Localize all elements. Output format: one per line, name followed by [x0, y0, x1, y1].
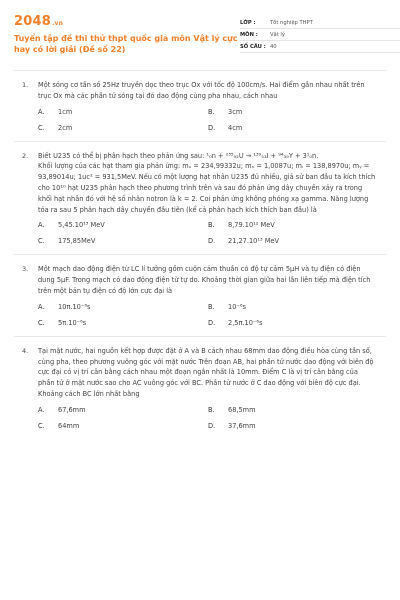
option-a[interactable] — [38, 303, 208, 311]
option-text: 5,45.10¹³ MeV — [58, 221, 105, 230]
option-text: 21,27.10¹³ MeV — [228, 237, 280, 246]
option-letter: B. — [208, 221, 215, 230]
option-text: 10π.10⁻⁶s — [58, 302, 91, 311]
question-1 — [14, 70, 386, 141]
meta-row-grade — [240, 17, 400, 29]
option-letter: C. — [38, 318, 45, 327]
question-number: 4. — [22, 346, 29, 355]
option-a[interactable] — [38, 406, 208, 414]
option-b[interactable] — [208, 108, 378, 116]
option-letter: A. — [38, 221, 45, 230]
option-b[interactable] — [208, 406, 378, 414]
option-text: 37,6mm — [228, 421, 256, 430]
option-a[interactable] — [38, 221, 208, 229]
option-text: 10⁻⁶s — [228, 302, 246, 311]
meta-row-count — [240, 41, 400, 53]
question-3 — [14, 254, 386, 335]
question-body: Khối lượng của các hạt tham gia phản ứng: mᵤ = 234,99332u; mₙ = 1,0087u; mᵢ = 138,8970u; mᵧ = 93,89014u; 1uc² = 931,5MeV. Nếu có một lượng hạt nhân U235 đủ nhiều, giả sử ban đầu ta kích thích cho 10¹⁰ hạt U235 phân hạch theo phương trình trên và sau đó phản ứng dây chuyền xảy ra trong khối hạt nhân đó với hệ số nhân notron là k = 2. Coi phản ứng không phóng xạ gamma. Năng lượng tỏa ra sau 5 phân hạch dây chuyền đầu tiên (kể cả phân hạch kích thích ban đầu) là — [38, 162, 376, 214]
meta-label: MÔN : — [240, 31, 258, 38]
option-d[interactable] — [208, 319, 378, 327]
option-letter: C. — [38, 237, 45, 246]
answer-options — [38, 303, 376, 336]
option-text: 64mm — [58, 421, 80, 430]
question-text: Tại mặt nước, hai nguồn kết hợp được đặt ở A và B cách nhau 68mm dao động điều hòa cùng tần số, cùng pha, theo phương vuông góc với mặt nước Trên đoạn AB, hai phần tử nước dao động với biên độ cực đại có vị trí cân bằng cách nhau một đoạn ngắn nhất là 10mm. Điểm C là vị trí cân bằng của phần tử ở mặt nước sao cho AC vuông góc với BC. Phần tử nước ở C dao động với biên độ cực đại. Khoảng cách BC lớn nhất bằng — [38, 346, 374, 398]
meta-value: Tốt nghiệp THPT — [270, 19, 313, 26]
question-number: 3. — [22, 265, 29, 274]
question-text: Một mạch dao động điện từ LC lí tưởng gồm cuộn cảm thuần có độ tự cảm 5μH và tụ điện có điện dung 5μF. Trong mạch có dao động điện từ tự do. Khoảng thời gian giữa hai lần liên tiếp mà điện tích trên một bản tụ điện có độ lớn cực đại là — [38, 265, 371, 295]
option-text: 1cm — [58, 107, 73, 116]
option-letter: A. — [38, 405, 45, 414]
option-c[interactable] — [38, 237, 208, 245]
option-c[interactable] — [38, 422, 208, 430]
question-number: 2. — [22, 151, 29, 160]
question-text — [38, 151, 376, 216]
option-text: 5π.10⁻⁶s — [58, 318, 87, 327]
logo-suffix: .vn — [51, 20, 64, 27]
exam-meta — [240, 17, 400, 53]
meta-value: 40 — [270, 43, 277, 50]
option-letter: C. — [38, 421, 45, 430]
question-number: 1. — [22, 81, 29, 89]
document-title: Tuyển tập đề thi thử thpt quốc gia môn Vật lý cực hay có lời giải (Đề số 22) — [14, 34, 238, 54]
option-text: 2,5π.10⁻⁶s — [228, 318, 263, 327]
option-b[interactable] — [208, 221, 378, 229]
document-header — [14, 14, 386, 70]
option-b[interactable] — [208, 303, 378, 311]
answer-options — [38, 108, 376, 141]
option-text: 8,79.10¹² MeV — [228, 221, 275, 230]
option-letter: B. — [208, 107, 215, 116]
meta-label: SỐ CÂU : — [240, 43, 266, 50]
question-2 — [14, 141, 386, 255]
option-text: 4cm — [228, 123, 243, 132]
option-letter: B. — [208, 302, 215, 311]
reaction-equation: Biết U235 có thể bị phân hạch theo phản ứng sau: ¹₀n + ²³⁵₉₂U → ¹³⁹₅₃I + ⁹⁴₃₉Y + 3¹₀n. — [38, 151, 319, 160]
option-d[interactable] — [208, 237, 378, 245]
option-text: 175,85MeV — [58, 237, 96, 246]
meta-label: LỚP : — [240, 19, 256, 26]
answer-options — [38, 221, 376, 254]
option-d[interactable] — [208, 422, 378, 430]
logo-text: 2048 — [14, 14, 51, 29]
option-letter: D. — [208, 421, 216, 430]
meta-row-subject — [240, 29, 400, 41]
option-letter: D. — [208, 123, 216, 132]
option-letter: B. — [208, 405, 215, 414]
option-text: 67,6mm — [58, 405, 86, 414]
option-a[interactable] — [38, 108, 208, 116]
option-letter: A. — [38, 107, 45, 116]
option-letter: A. — [38, 302, 45, 311]
question-4 — [14, 336, 386, 439]
answer-options — [38, 406, 376, 439]
option-c[interactable] — [38, 124, 208, 132]
option-letter: D. — [208, 318, 216, 327]
question-text: Một sóng cơ tần số 25Hz truyền dọc theo trục Ox với tốc độ 100cm/s. Hai điểm gần nhau nhất trên trục Ox mà các phần tử sóng tại đó dao động cùng pha nhau, cách nhau — [38, 81, 365, 100]
option-text: 2cm — [58, 123, 73, 132]
meta-value: Vật lý — [270, 31, 285, 38]
option-d[interactable] — [208, 124, 378, 132]
option-letter: D. — [208, 237, 216, 246]
option-letter: C. — [38, 123, 45, 132]
option-text: 3cm — [228, 107, 243, 116]
option-c[interactable] — [38, 319, 208, 327]
option-text: 68,5mm — [228, 405, 256, 414]
